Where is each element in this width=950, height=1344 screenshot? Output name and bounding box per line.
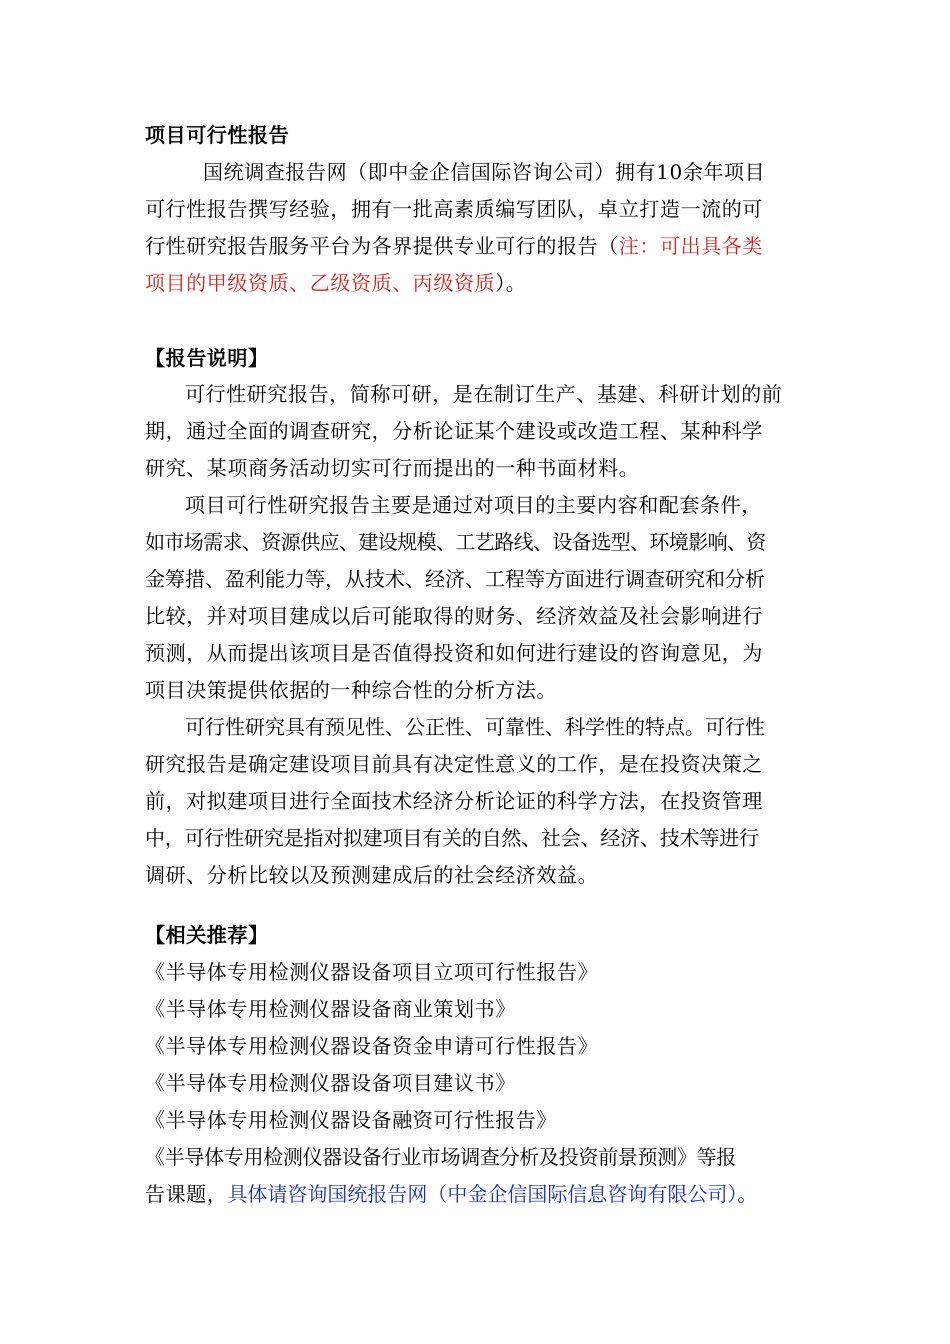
description-line: 如市场需求、资源供应、建设规模、工艺路线、设备选型、环境影响、资 [145, 530, 766, 554]
recommendation-item: 《半导体专用检测仪器设备项目立项可行性报告》 [145, 960, 599, 984]
report-description-body [145, 376, 810, 894]
qualification-note: 注：可出具各类 [618, 234, 764, 258]
description-line: 期，通过全面的调查研究，分析论证某个建设或改造工程、某种科学 [145, 419, 763, 443]
document-title: 项目可行性报告 [145, 123, 290, 147]
consult-link[interactable]: 具体请咨询国统报告网（中金企信国际信息咨询有限公司）。 [227, 1182, 758, 1206]
intro-line [145, 228, 810, 265]
recommendation-tail-prefix: 告课题， [145, 1182, 228, 1206]
recommendation-item: 《半导体专用检测仪器设备项目建议书》 [145, 1071, 516, 1095]
description-line: 预测，从而提出该项目是否值得投资和如何进行建设的咨询意见，为 [145, 641, 763, 665]
qualification-note: 项目的甲级资质、乙级资质、丙级资质 [145, 271, 496, 295]
recommendation-list [145, 954, 810, 1213]
recommendation-tail [145, 1176, 810, 1213]
description-line: 项目可行性研究报告主要是通过对项目的主要内容和配套条件， [185, 493, 762, 517]
recommendation-item: 《半导体专用检测仪器设备资金申请可行性报告》 [145, 1034, 599, 1058]
intro-paragraph [145, 154, 810, 302]
description-line: 前，对拟建项目进行全面技术经济分析论证的科学方法，在投资管理 [145, 789, 763, 813]
intro-line: 国统调查报告网（即中金企信国际咨询公司）拥有10余年项目 [203, 160, 766, 184]
description-line: 研究、某项商务活动切实可行而提出的一种书面材料。 [145, 456, 640, 480]
description-line: 可行性研究具有预见性、公正性、可靠性、科学性的特点。可行性 [185, 715, 765, 739]
report-description-heading: 【报告说明】 [145, 346, 269, 370]
description-line: 项目决策提供依据的一种综合性的分析方法。 [145, 678, 557, 702]
intro-line [145, 265, 810, 302]
recommendation-item: 《半导体专用检测仪器设备行业市场调查分析及投资前景预测》等报 [145, 1145, 736, 1169]
recommendation-item: 《半导体专用检测仪器设备融资可行性报告》 [145, 1108, 557, 1132]
intro-closing: ）。 [495, 271, 527, 295]
description-line: 可行性研究报告，简称可研，是在制订生产、基建、科研计划的前 [185, 382, 783, 406]
description-line: 金筹措、盈利能力等，从技术、经济、工程等方面进行调查研究和分析 [145, 567, 765, 591]
recommendation-item: 《半导体专用检测仪器设备商业策划书》 [145, 997, 516, 1021]
related-recommendations-heading: 【相关推荐】 [145, 923, 269, 947]
description-line: 研究报告是确定建设项目前具有决定性意义的工作，是在投资决策之 [145, 752, 763, 776]
intro-line: 可行性报告撰写经验，拥有一批高素质编写团队，卓立打造一流的可 [145, 197, 763, 221]
description-line: 调研、分析比较以及预测建成后的社会经济效益。 [145, 863, 599, 887]
description-line: 比较，并对项目建成以后可能取得的财务、经济效益及社会影响进行 [145, 604, 763, 628]
intro-line-text: 行性研究报告服务平台为各界提供专业可行的报告（ [145, 234, 619, 258]
description-line: 中，可行性研究是指对拟建项目有关的自然、社会、经济、技术等进行 [145, 826, 759, 850]
